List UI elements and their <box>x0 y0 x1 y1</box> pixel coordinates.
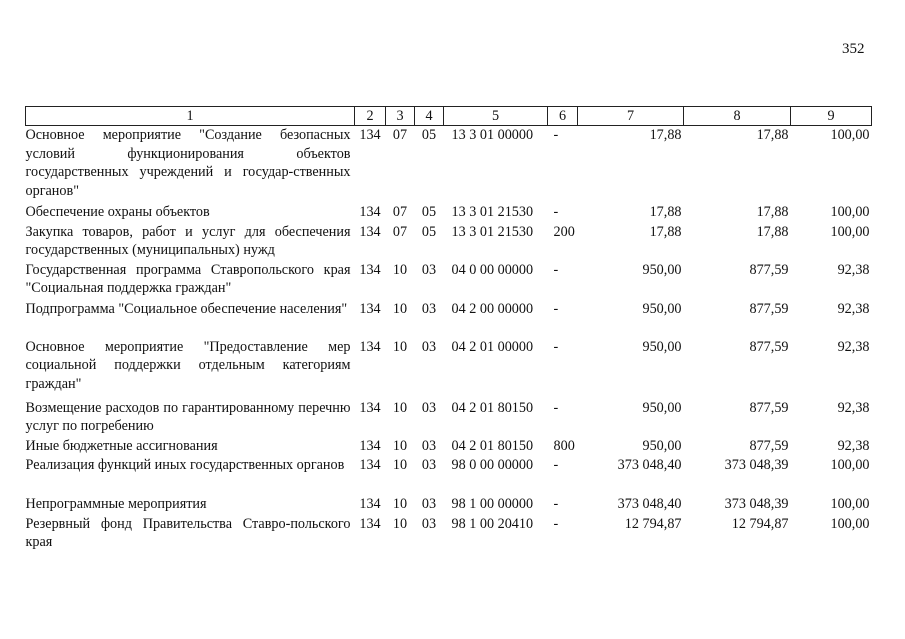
row-value-7: 17,88 <box>649 203 682 220</box>
row-code-5: 98 0 00 00000 <box>451 457 534 473</box>
row-value-8: 17,88 <box>756 223 789 240</box>
row-code-5: 13 3 01 21530 <box>451 223 534 240</box>
row-code-5: 04 2 00 00000 <box>451 300 534 317</box>
row-value-9: 92,38 <box>837 261 870 278</box>
row-code-2: 134 <box>359 515 381 532</box>
row-value-8: 17,88 <box>756 203 789 220</box>
row-code-5: 13 3 01 21530 <box>451 203 534 220</box>
row-value-8: 877,59 <box>749 338 789 355</box>
row-value-7: 17,88 <box>649 127 682 143</box>
row-code-4: 03 <box>421 437 437 454</box>
row-code-5: 04 0 00 00000 <box>451 261 534 278</box>
table-row <box>26 515 872 553</box>
row-code-4: 05 <box>421 223 437 240</box>
row-name: Непрограммные мероприятия <box>25 496 207 512</box>
column-header-9: 9 <box>791 107 872 126</box>
row-code-3: 10 <box>392 261 408 278</box>
row-code-2: 134 <box>359 127 381 143</box>
row-code-5: 13 3 01 00000 <box>451 127 534 143</box>
row-code-5: 98 1 00 20410 <box>451 515 534 532</box>
column-header-1: 1 <box>26 107 355 126</box>
row-value-7: 950,00 <box>642 399 682 416</box>
row-code-2: 134 <box>359 203 381 220</box>
row-code-3: 10 <box>392 496 408 512</box>
row-code-6: 200 <box>553 223 575 240</box>
row-value-9: 92,38 <box>837 300 870 317</box>
row-code-6: - <box>553 338 559 355</box>
row-value-8: 373 048,39 <box>724 457 789 473</box>
row-value-7: 12 794,87 <box>624 515 682 532</box>
row-value-7: 950,00 <box>642 338 682 355</box>
row-value-9: 100,00 <box>830 515 870 532</box>
row-code-4: 05 <box>421 203 437 220</box>
row-code-6: - <box>553 515 559 532</box>
table-row <box>26 495 872 515</box>
table-row <box>26 399 872 437</box>
row-code-4: 03 <box>421 515 437 532</box>
table-header <box>26 107 872 126</box>
row-name: Подпрограмма "Социальное обеспечение населения" <box>25 300 348 317</box>
row-value-9: 92,38 <box>837 437 870 454</box>
table-row <box>26 437 872 457</box>
row-value-7: 950,00 <box>642 437 682 454</box>
row-name: Резервный фонд Правительства Ставро-польского края <box>25 515 351 550</box>
table-row <box>26 456 872 495</box>
column-header-4: 4 <box>415 107 444 126</box>
row-name: Государственная программа Ставропольского края "Социальная поддержка граждан" <box>25 261 351 296</box>
row-code-4: 03 <box>421 457 437 473</box>
row-code-2: 134 <box>359 300 381 317</box>
table-row <box>26 203 872 223</box>
row-code-6: - <box>553 203 559 220</box>
table-row <box>26 261 872 300</box>
row-code-3: 07 <box>392 223 408 240</box>
table-body <box>26 126 872 553</box>
row-value-7: 950,00 <box>642 261 682 278</box>
row-code-6: - <box>553 127 559 143</box>
row-code-2: 134 <box>359 223 381 240</box>
row-code-4: 05 <box>421 127 437 143</box>
row-value-9: 100,00 <box>830 496 870 512</box>
row-code-4: 03 <box>421 338 437 355</box>
row-code-6: - <box>553 399 559 416</box>
table-row <box>26 223 872 261</box>
row-code-3: 10 <box>392 300 408 317</box>
row-value-9: 100,00 <box>830 127 870 143</box>
row-name: Основное мероприятие "Создание безопасных условий функционирования объектов государственных учреждений и государ-ственных органов" <box>25 127 351 199</box>
row-code-6: - <box>553 300 559 317</box>
row-code-4: 03 <box>421 300 437 317</box>
row-code-3: 10 <box>392 437 408 454</box>
column-header-6: 6 <box>548 107 578 126</box>
row-code-5: 04 2 01 80150 <box>451 437 534 454</box>
row-code-6: - <box>553 457 559 473</box>
page-number: 352 <box>842 41 865 57</box>
table-row <box>26 126 872 203</box>
table-row <box>26 338 872 399</box>
row-value-8: 12 794,87 <box>731 515 789 532</box>
row-code-6: 800 <box>553 437 575 454</box>
row-code-3: 07 <box>392 203 408 220</box>
column-header-3: 3 <box>386 107 415 126</box>
column-header-8: 8 <box>684 107 791 126</box>
row-code-3: 10 <box>392 399 408 416</box>
table-row <box>26 300 872 338</box>
header-row <box>26 107 872 126</box>
column-header-7: 7 <box>578 107 684 126</box>
row-value-8: 877,59 <box>749 437 789 454</box>
row-value-9: 92,38 <box>837 399 870 416</box>
column-header-5: 5 <box>444 107 548 126</box>
row-code-6: - <box>553 496 559 512</box>
row-code-3: 10 <box>392 338 408 355</box>
row-code-4: 03 <box>421 496 437 512</box>
row-code-5: 04 2 01 80150 <box>451 399 534 416</box>
row-value-9: 100,00 <box>830 223 870 240</box>
row-name: Основное мероприятие "Предоставление мер социальной поддержки отдельным категориям граждан" <box>25 338 351 392</box>
row-code-2: 134 <box>359 399 381 416</box>
row-code-2: 134 <box>359 261 381 278</box>
row-value-9: 100,00 <box>830 203 870 220</box>
row-code-4: 03 <box>421 261 437 278</box>
row-code-5: 98 1 00 00000 <box>451 496 534 512</box>
row-value-8: 17,88 <box>756 127 789 143</box>
row-code-2: 134 <box>359 437 381 454</box>
row-value-8: 373 048,39 <box>724 496 789 512</box>
row-code-3: 10 <box>392 457 408 473</box>
row-name: Закупка товаров, работ и услуг для обеспечения государственных (муниципальных) нужд <box>25 223 351 258</box>
row-value-8: 877,59 <box>749 399 789 416</box>
row-value-7: 373 048,40 <box>617 457 682 473</box>
row-code-3: 10 <box>392 515 408 532</box>
budget-table <box>25 106 872 553</box>
row-code-2: 134 <box>359 457 381 473</box>
row-name: Возмещение расходов по гарантированному перечню услуг по погребению <box>25 399 351 434</box>
row-value-9: 100,00 <box>830 457 870 473</box>
row-value-7: 950,00 <box>642 300 682 317</box>
row-code-2: 134 <box>359 496 381 512</box>
column-header-2: 2 <box>355 107 386 126</box>
row-value-7: 17,88 <box>649 223 682 240</box>
row-value-7: 373 048,40 <box>617 496 682 512</box>
row-code-3: 07 <box>392 127 408 143</box>
row-name: Иные бюджетные ассигнования <box>25 437 218 454</box>
row-name: Реализация функций иных государственных органов <box>25 457 345 473</box>
row-value-8: 877,59 <box>749 261 789 278</box>
row-value-9: 92,38 <box>837 338 870 355</box>
row-code-2: 134 <box>359 338 381 355</box>
row-code-4: 03 <box>421 399 437 416</box>
row-code-5: 04 2 01 00000 <box>451 338 534 355</box>
row-code-6: - <box>553 261 559 278</box>
row-name: Обеспечение охраны объектов <box>25 203 210 220</box>
row-value-8: 877,59 <box>749 300 789 317</box>
